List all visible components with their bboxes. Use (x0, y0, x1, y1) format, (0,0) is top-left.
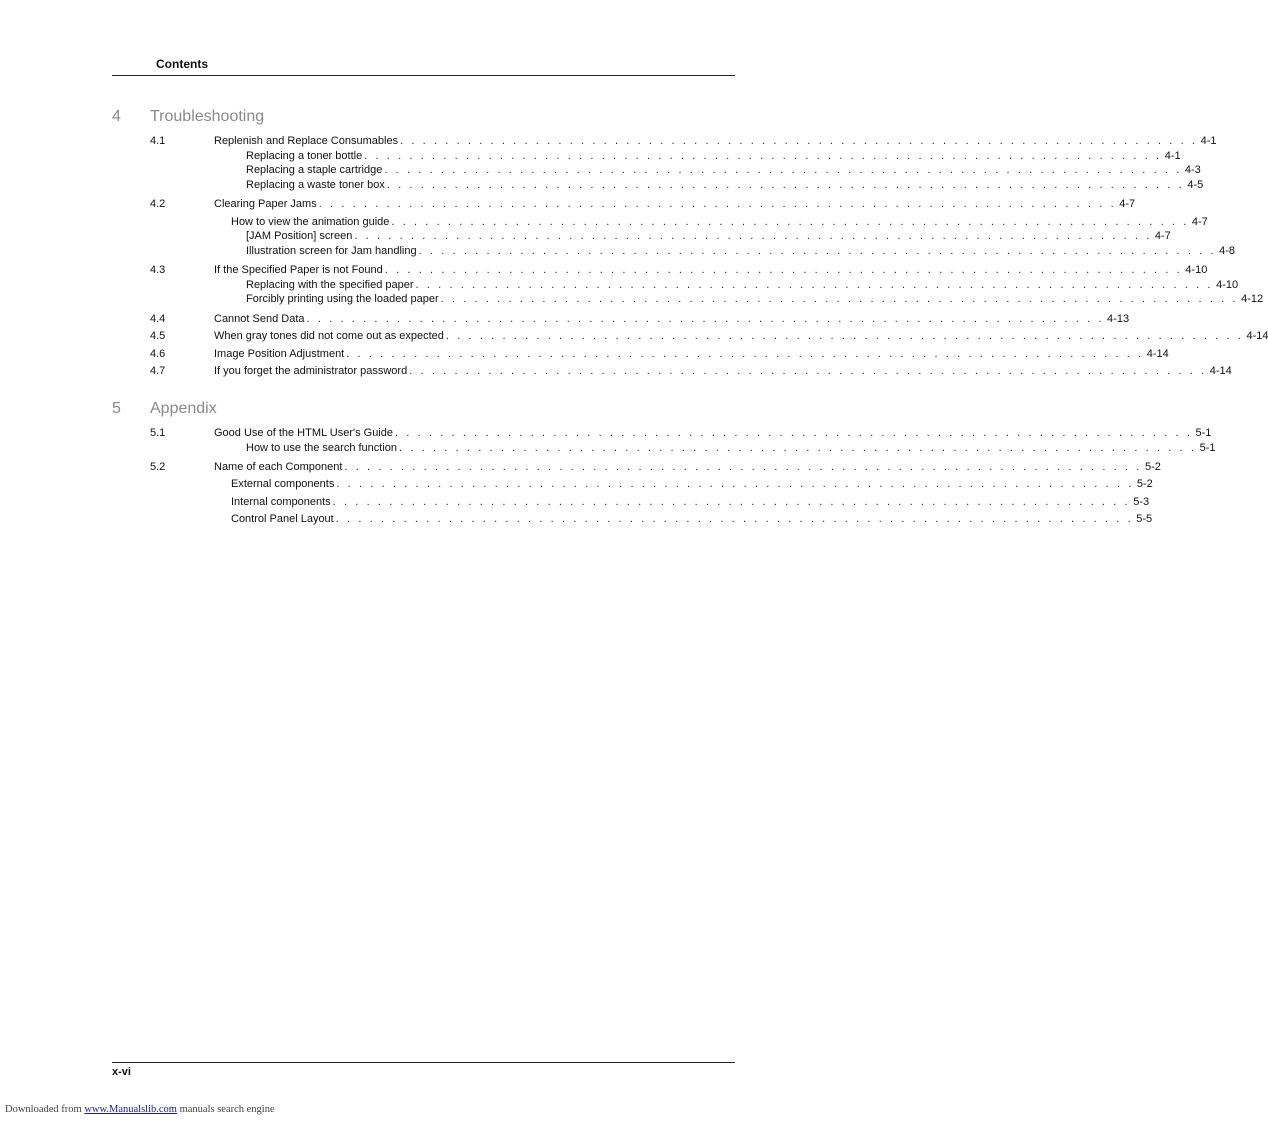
running-header: Contents (156, 57, 208, 71)
section-number: 4.1 (150, 135, 166, 147)
toc-entry-title: Name of each Component (214, 461, 343, 473)
toc-entry-title: Control Panel Layout (231, 513, 334, 525)
toc-entry-title: Clearing Paper Jams (214, 198, 317, 210)
toc-page-number: 4-1 (1164, 149, 1181, 162)
dot-leader: . . . . . . . . . . . . . . . . . . . . . . . . . . . . . . . . . . . . . . . . . . . . . . . . . . . . . . . . . . . . . . . . . . . . . . . (418, 244, 1217, 257)
section-number: 5.2 (150, 461, 166, 473)
dot-leader: . . . . . . . . . . . . . . . . . . . . . . . . . . . . . . . . . . . . . . . . . . . . . . . . . . . . . . . . . . . . . . . . . . . . . . . (415, 278, 1214, 291)
toc-entry[interactable] (112, 263, 1208, 278)
toc-page-number: 4-7 (1119, 198, 1136, 210)
toc-entry[interactable] (112, 495, 1150, 510)
toc-page-number: 5-2 (1144, 461, 1161, 473)
dot-leader: . . . . . . . . . . . . . . . . . . . . . . . . . . . . . . . . . . . . . . . . . . . . . . . . . . . . . . . . . . . . . . . . . . . . . . . (384, 264, 1183, 276)
toc-entry[interactable] (112, 197, 1136, 212)
chapter-heading (112, 108, 735, 130)
toc-page-number: 4-8 (1219, 244, 1236, 257)
toc-entry-title: Image Position Adjustment (214, 347, 345, 360)
page-number: x-vi (112, 1066, 131, 1078)
dot-leader: . . . . . . . . . . . . . . . . . . . . . . . . . . . . . . . . . . . . . . . . . . . . . . . . . . . . . . . . . . . . . . . . . . . . . . . (400, 135, 1198, 147)
header-divider (112, 75, 735, 76)
chapter-number: 4 (112, 108, 121, 125)
toc-page-number: 4-10 (1216, 278, 1239, 291)
toc-entry-title: Internal components (231, 495, 331, 508)
toc-page-number: 5-2 (1136, 478, 1153, 490)
chapter-number: 5 (112, 400, 121, 417)
section-number: 4.7 (150, 365, 166, 377)
toc-entry[interactable] (112, 364, 1232, 379)
toc-entry[interactable] (112, 163, 1201, 178)
toc-entry-title: Replacing with the specified paper (246, 278, 414, 291)
toc-entry[interactable] (112, 178, 1204, 193)
dot-leader: . . . . . . . . . . . . . . . . . . . . . . . . . . . . . . . . . . . . . . . . . . . . . . . . . . . . . . . . . . . . . . . . . . . . . . . (409, 365, 1207, 377)
toc-page-number: 4-14 (1246, 330, 1268, 342)
chapter-heading (112, 400, 735, 422)
toc-page-number: 4-7 (1191, 215, 1208, 228)
toc-page-number: 5-1 (1199, 441, 1216, 454)
toc-entry[interactable] (112, 278, 1239, 293)
toc-entry[interactable] (112, 477, 1153, 492)
footer-divider (112, 1062, 735, 1063)
toc-entry[interactable] (112, 134, 1217, 149)
toc-entry-title: Replacing a toner bottle (246, 149, 363, 162)
section-number: 4.4 (150, 312, 166, 325)
toc-entry[interactable] (112, 229, 1171, 244)
download-note-prefix: Downloaded from (5, 1104, 85, 1115)
toc-page-number: 4-14 (1146, 347, 1169, 360)
toc-entry[interactable] (112, 244, 1236, 259)
toc-entry[interactable] (112, 441, 1216, 456)
toc-entry-title: How to use the search function (246, 441, 398, 454)
toc-page-number: 4-5 (1187, 178, 1204, 191)
chapter-4 (112, 108, 1268, 379)
toc-entry-title: Forcibly printing using the loaded paper (246, 293, 439, 305)
toc-entry[interactable] (112, 347, 1169, 362)
toc-entry-title: Replacing a waste toner box (246, 178, 385, 191)
toc-page-number: 4-7 (1154, 230, 1171, 242)
toc-entry-title: How to view the animation guide (231, 215, 390, 228)
dot-leader: . . . . . . . . . . . . . . . . . . . . . . . . . . . . . . . . . . . . . . . . . . . . . . . . . . . . . . . . . . . . . . . . . . . . . . . (306, 312, 1105, 325)
toc-entry-title: Good Use of the HTML User's Guide (214, 427, 393, 439)
toc-page-number: 5-5 (1136, 513, 1153, 525)
chapter-title: Appendix (150, 400, 217, 417)
dot-leader: . . . . . . . . . . . . . . . . . . . . . . . . . . . . . . . . . . . . . . . . . . . . . . . . . . . . . . . . . . . . . . . . . . . . . . . (364, 149, 1162, 162)
toc-entry-title: If the Specified Paper is not Found (214, 264, 383, 276)
toc-entry-title: Replacing a staple cartridge (246, 164, 383, 176)
section-number: 4.5 (150, 330, 166, 342)
dot-leader: . . . . . . . . . . . . . . . . . . . . . . . . . . . . . . . . . . . . . . . . . . . . . . . . . . . . . . . . . . . . . . . . . . . . . . . (384, 164, 1182, 176)
toc-entry[interactable] (112, 426, 1212, 441)
toc-entry[interactable] (112, 329, 1268, 344)
dot-leader: . . . . . . . . . . . . . . . . . . . . . . . . . . . . . . . . . . . . . . . . . . . . . . . . . . . . . . . . . . . . . . . . . . . . . . . (386, 178, 1185, 191)
toc-entry[interactable] (112, 292, 1264, 307)
dot-leader: . . . . . . . . . . . . . . . . . . . . . . . . . . . . . . . . . . . . . . . . . . . . . . . . . . . . . . . . . . . . . . . . . . . . . . . (395, 427, 1193, 439)
toc-page-number: 5-1 (1195, 427, 1212, 439)
toc-page-number: 4-13 (1107, 312, 1130, 325)
dot-leader: . . . . . . . . . . . . . . . . . . . . . . . . . . . . . . . . . . . . . . . . . . . . . . . . . . . . . . . . . . . . . . . . . . . . . . . (318, 198, 1117, 210)
toc-page-number: 4-1 (1200, 135, 1217, 147)
section-number: 4.6 (150, 347, 166, 360)
dot-leader: . . . . . . . . . . . . . . . . . . . . . . . . . . . . . . . . . . . . . . . . . . . . . . . . . . . . . . . . . . . . . . . . . . . . . . . (344, 461, 1142, 473)
toc-entry-title: [JAM Position] screen (246, 230, 353, 242)
dot-leader: . . . . . . . . . . . . . . . . . . . . . . . . . . . . . . . . . . . . . . . . . . . . . . . . . . . . . . . . . . . . . . . . . . . . . . . (391, 215, 1189, 228)
toc-page-number: 5-3 (1133, 495, 1150, 508)
section-number: 5.1 (150, 427, 166, 439)
toc-entry-title: When gray tones did not come out as expected (214, 330, 444, 342)
download-note-suffix: manuals search engine (176, 1104, 275, 1115)
toc-entry[interactable] (112, 149, 1181, 164)
toc-entry-title: Replenish and Replace Consumables (214, 135, 399, 147)
dot-leader: . . . . . . . . . . . . . . . . . . . . . . . . . . . . . . . . . . . . . . . . . . . . . . . . . . . . . . . . . . . . . . . . . . . . . . . (354, 230, 1152, 242)
dot-leader: . . . . . . . . . . . . . . . . . . . . . . . . . . . . . . . . . . . . . . . . . . . . . . . . . . . . . . . . . . . . . . . . . . . . . . . (399, 441, 1197, 454)
toc-entry[interactable] (112, 312, 1130, 327)
toc-entry[interactable] (112, 512, 1153, 527)
dot-leader: . . . . . . . . . . . . . . . . . . . . . . . . . . . . . . . . . . . . . . . . . . . . . . . . . . . . . . . . . . . . . . . . . . . . . . . (332, 495, 1131, 508)
toc-entry-title: If you forget the administrator password (214, 365, 408, 377)
chapter-title: Troubleshooting (150, 108, 265, 125)
manualslib-link[interactable]: www.Manualslib.com (84, 1104, 177, 1115)
toc-page-number: 4-10 (1185, 264, 1208, 276)
section-number: 4.2 (150, 198, 166, 210)
dot-leader: . . . . . . . . . . . . . . . . . . . . . . . . . . . . . . . . . . . . . . . . . . . . . . . . . . . . . . . . . . . . . . . . . . . . . . . (445, 330, 1244, 342)
toc-entry-title: Illustration screen for Jam handling (246, 244, 417, 257)
dot-leader: . . . . . . . . . . . . . . . . . . . . . . . . . . . . . . . . . . . . . . . . . . . . . . . . . . . . . . . . . . . . . . . . . . . . . . . (440, 293, 1239, 305)
download-note (5, 1104, 275, 1115)
toc-entry-title: External components (231, 478, 335, 490)
dot-leader: . . . . . . . . . . . . . . . . . . . . . . . . . . . . . . . . . . . . . . . . . . . . . . . . . . . . . . . . . . . . . . . . . . . . . . . (335, 513, 1134, 525)
toc-entry-title: Cannot Send Data (214, 312, 305, 325)
dot-leader: . . . . . . . . . . . . . . . . . . . . . . . . . . . . . . . . . . . . . . . . . . . . . . . . . . . . . . . . . . . . . . . . . . . . . . . (346, 347, 1144, 360)
chapter-5 (112, 400, 1216, 527)
section-number: 4.3 (150, 264, 166, 276)
toc-entry[interactable] (112, 460, 1161, 475)
dot-leader: . . . . . . . . . . . . . . . . . . . . . . . . . . . . . . . . . . . . . . . . . . . . . . . . . . . . . . . . . . . . . . . . . . . . . . . (336, 478, 1134, 490)
toc-entry[interactable] (112, 215, 1208, 230)
toc-page-number: 4-14 (1209, 365, 1232, 377)
toc-page-number: 4-3 (1184, 164, 1201, 176)
toc-page-number: 4-12 (1241, 293, 1264, 305)
